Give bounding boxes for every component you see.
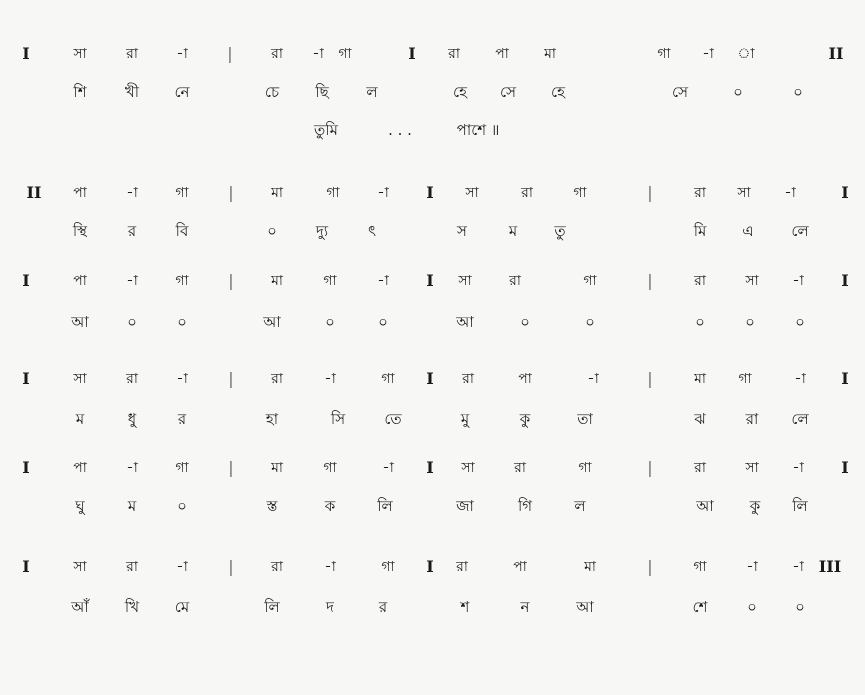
lyric-token: ল: [574, 497, 586, 515]
bar-line: |: [228, 271, 234, 290]
bar-line: |: [227, 44, 233, 63]
note-token: গা: [323, 460, 337, 476]
lyric-phrase: পাশে ॥: [456, 121, 500, 139]
note-token: মা: [584, 559, 596, 575]
bar-line: I: [22, 557, 30, 576]
note-token: সা: [465, 185, 479, 201]
lyric-token: ধু: [127, 410, 137, 428]
note-token: পা: [73, 273, 87, 289]
bar-line: I: [426, 557, 434, 576]
note-token: -া: [126, 460, 138, 476]
note-token: -া: [792, 460, 804, 476]
bar-line: I: [426, 183, 434, 202]
lyric-token: ক: [324, 497, 336, 515]
note-token: -া: [377, 273, 389, 289]
lyric-token: মি: [693, 222, 707, 240]
lyric-token: দ্যু: [315, 222, 329, 240]
note-token: া: [737, 46, 755, 62]
bar-line: I: [22, 369, 30, 388]
note-token: পা: [495, 46, 509, 62]
lyric-phrase: তুমি: [314, 121, 338, 139]
lyric-token: ৎ: [367, 222, 377, 240]
lyric-token: লে: [791, 410, 809, 428]
note-token: রা: [456, 559, 468, 575]
note-token: -া: [746, 559, 758, 575]
note-token: রা: [694, 460, 706, 476]
note-token: রা: [271, 559, 283, 575]
lyric-token: আ: [71, 313, 89, 331]
lyric-token: তা: [577, 410, 593, 428]
lyric-token: জা: [456, 497, 474, 515]
note-token: মা: [544, 46, 556, 62]
lyric-token: ম: [508, 222, 518, 240]
lyric-token: কু: [749, 497, 761, 515]
note-token: -া: [587, 371, 599, 387]
lyric-token: ০: [325, 313, 335, 331]
lyric-token: শে: [692, 598, 708, 616]
note-token: গা: [175, 185, 189, 201]
bar-line: |: [647, 458, 653, 477]
bar-line: II: [26, 183, 42, 202]
note-token: গা: [323, 273, 337, 289]
lyric-token: লি: [264, 598, 280, 616]
lyric-token: সে: [500, 83, 516, 101]
note-token: পা: [73, 185, 87, 201]
lyric-token: ছি: [315, 83, 329, 101]
lyric-token: লে: [791, 222, 809, 240]
lyric-token: ম: [127, 497, 137, 515]
note-token: মা: [271, 460, 283, 476]
lyric-token: মু: [460, 410, 470, 428]
bar-line: |: [647, 183, 653, 202]
note-token: -া: [792, 273, 804, 289]
lyric-token: র: [127, 222, 137, 240]
bar-line: I: [426, 458, 434, 477]
lyric-token: ০: [795, 313, 805, 331]
note-token: সা: [73, 559, 87, 575]
note-token: সা: [737, 185, 751, 201]
lyric-token: ০: [267, 222, 277, 240]
note-token: -া: [126, 185, 138, 201]
bar-line: |: [228, 183, 234, 202]
note-token: রা: [521, 185, 533, 201]
note-token: সা: [745, 460, 759, 476]
lyric-token: সি: [330, 410, 346, 428]
lyric-token: স্থি: [72, 222, 88, 240]
lyric-token: ০: [177, 313, 187, 331]
bar-line: I: [841, 369, 849, 388]
bar-line: |: [647, 369, 653, 388]
lyric-token: সে: [672, 83, 688, 101]
note-token: সা: [458, 273, 472, 289]
note-token: মা: [271, 273, 283, 289]
bar-line: III: [818, 557, 842, 576]
note-token: রা: [509, 273, 521, 289]
lyric-token: ০: [795, 598, 805, 616]
lyric-token: হা: [265, 410, 279, 428]
bar-line: |: [228, 557, 234, 576]
note-token: পা: [73, 460, 87, 476]
note-token: সা: [73, 46, 87, 62]
lyric-token: র: [177, 410, 187, 428]
note-token: গা: [583, 273, 597, 289]
note-token: রা: [271, 46, 283, 62]
lyric-token: নে: [174, 83, 190, 101]
note-token: সা: [73, 371, 87, 387]
note-token: গা: [578, 460, 592, 476]
bar-line: |: [228, 369, 234, 388]
bar-line: |: [647, 271, 653, 290]
bar-line: II: [828, 44, 844, 63]
lyric-token: ০: [585, 313, 595, 331]
bar-line: I: [408, 44, 416, 63]
note-token: সা: [461, 460, 475, 476]
lyric-token: আ: [576, 598, 594, 616]
lyric-token: খি: [124, 598, 140, 616]
note-token: পা: [518, 371, 532, 387]
lyric-token: ০: [695, 313, 705, 331]
note-token: রা: [126, 371, 138, 387]
lyric-phrase: . . .: [388, 121, 412, 139]
bar-line: I: [426, 271, 434, 290]
note-token: -া: [794, 371, 806, 387]
lyric-token: চে: [264, 83, 280, 101]
lyric-token: আ: [456, 313, 474, 331]
lyric-token: বি: [175, 222, 189, 240]
lyric-token: আ: [263, 313, 281, 331]
bar-line: I: [22, 458, 30, 477]
note-token: -া: [126, 273, 138, 289]
lyric-token: হে: [551, 83, 565, 101]
bar-line: I: [22, 271, 30, 290]
lyric-token: হে: [453, 83, 467, 101]
lyric-token: তে: [384, 410, 402, 428]
note-token: গা: [175, 460, 189, 476]
bar-line: I: [841, 271, 849, 290]
note-token: রা: [462, 371, 474, 387]
note-token: রা: [126, 559, 138, 575]
note-token: -া: [176, 559, 188, 575]
bar-line: I: [841, 458, 849, 477]
note-token: -া: [702, 46, 714, 62]
note-token: রা: [126, 46, 138, 62]
lyric-token: লি: [792, 497, 808, 515]
note-token: গা: [326, 185, 340, 201]
note-token: গা: [175, 273, 189, 289]
note-token: মা: [271, 185, 283, 201]
note-token: -া: [382, 460, 394, 476]
lyric-token: ০: [177, 497, 187, 515]
note-token: -া: [792, 559, 804, 575]
note-token: রা: [694, 273, 706, 289]
lyric-token: মে: [174, 598, 190, 616]
lyric-token: কু: [519, 410, 531, 428]
lyric-token: ঘু: [75, 497, 85, 515]
note-token: -া: [377, 185, 389, 201]
note-token: গা: [738, 371, 752, 387]
note-token: রা: [271, 371, 283, 387]
note-token: গা: [338, 46, 352, 62]
note-token: -া: [324, 371, 336, 387]
lyric-token: ম: [75, 410, 85, 428]
note-token: গা: [573, 185, 587, 201]
note-token: -া: [784, 185, 796, 201]
note-token: মা: [694, 371, 706, 387]
note-token: -া: [324, 559, 336, 575]
lyric-token: ন: [520, 598, 530, 616]
lyric-token: ০: [745, 313, 755, 331]
lyric-token: খী: [124, 83, 140, 101]
note-token: রা: [448, 46, 460, 62]
bar-line: I: [426, 369, 434, 388]
note-token: পা: [513, 559, 527, 575]
note-token: সা: [745, 273, 759, 289]
lyric-token: ঝ: [694, 410, 706, 428]
lyric-token: গি: [517, 497, 533, 515]
lyric-token: স্ত: [266, 497, 278, 515]
lyric-token: ল: [366, 83, 378, 101]
bar-line: |: [228, 458, 234, 477]
note-token: গা: [381, 371, 395, 387]
lyric-token: এ: [742, 222, 754, 240]
lyric-token: র: [378, 598, 388, 616]
lyric-token: আ: [696, 497, 714, 515]
bar-line: I: [841, 183, 849, 202]
lyric-token: লি: [377, 497, 393, 515]
note-token: গা: [381, 559, 395, 575]
lyric-token: রা: [745, 410, 759, 428]
lyric-token: শি: [73, 83, 87, 101]
bar-line: I: [22, 44, 30, 63]
lyric-token: স: [457, 222, 467, 240]
lyric-token: তু: [554, 222, 566, 240]
lyric-token: শ: [460, 598, 470, 616]
lyric-token: ০: [127, 313, 137, 331]
lyric-token: ০: [747, 598, 757, 616]
bar-line: |: [647, 557, 653, 576]
note-token: রা: [514, 460, 526, 476]
lyric-token: দ: [326, 598, 334, 616]
note-token: গা: [657, 46, 671, 62]
lyric-token: ০: [733, 83, 743, 101]
note-token: -া: [176, 371, 188, 387]
note-token: রা: [694, 185, 706, 201]
lyric-token: ০: [520, 313, 530, 331]
note-token: -া: [312, 46, 324, 62]
lyric-token: ০: [378, 313, 388, 331]
note-token: -া: [176, 46, 188, 62]
note-token: গা: [693, 559, 707, 575]
lyric-token: আঁ: [71, 598, 89, 616]
lyric-token: ০: [793, 83, 803, 101]
